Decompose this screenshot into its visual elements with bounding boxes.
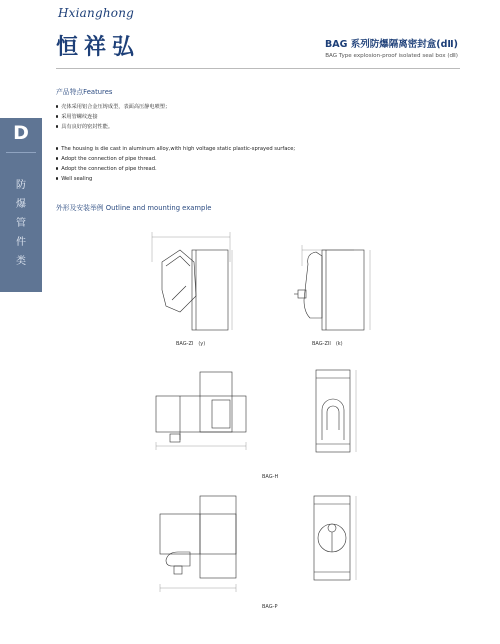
- side-tab-char: 管: [16, 218, 26, 229]
- side-tab-char: 防: [16, 180, 26, 191]
- feature-en-item: Well sealing: [56, 176, 92, 182]
- page-subtitle: BAG Type explosion-proof isolated seal box (dⅡ): [325, 53, 458, 59]
- feature-en-item: The housing is die cast in aluminum alloy,with high voltage static plastic-sprayed surface;: [56, 146, 295, 152]
- feature-cn-item: 具有良好的密封性能。: [56, 123, 113, 130]
- side-tab-letter: D: [13, 122, 29, 144]
- side-tab-char: 爆: [16, 199, 26, 210]
- caption-bag-h: BAG-H: [262, 474, 279, 480]
- brand-script-name: Hxianghong: [58, 6, 134, 20]
- drawing-bag-zi: [152, 232, 232, 330]
- feature-en-item: Adopt the connection of pipe thread.: [56, 166, 157, 172]
- feature-cn-item: 采用管螺纹连接: [56, 113, 98, 120]
- caption-bag-zii: BAG-ZII (k): [312, 341, 343, 347]
- brand-logo-chinese: 恒祥弘: [56, 34, 141, 60]
- side-tab-char: 类: [16, 256, 26, 267]
- feature-cn-item: 壳体采用铝合金压铸成型，表面高压静电喷塑；: [56, 103, 170, 110]
- drawing-bag-h: [156, 370, 356, 452]
- outline-title: 外形及安装举例 Outline and mounting example: [56, 204, 212, 212]
- features-title: 产品特点Features: [56, 88, 113, 96]
- side-tab-char: 件: [16, 237, 26, 248]
- page-title: BAG 系列防爆隔离密封盒(dⅡ): [325, 39, 458, 50]
- caption-bag-p: BAG-P: [262, 604, 278, 610]
- drawing-bag-zii: [294, 245, 370, 330]
- caption-bag-zi: BAG-ZI (y): [176, 341, 206, 347]
- feature-en-item: Adopt the connection of pipe thread.: [56, 156, 157, 162]
- drawing-bag-p: [160, 496, 356, 592]
